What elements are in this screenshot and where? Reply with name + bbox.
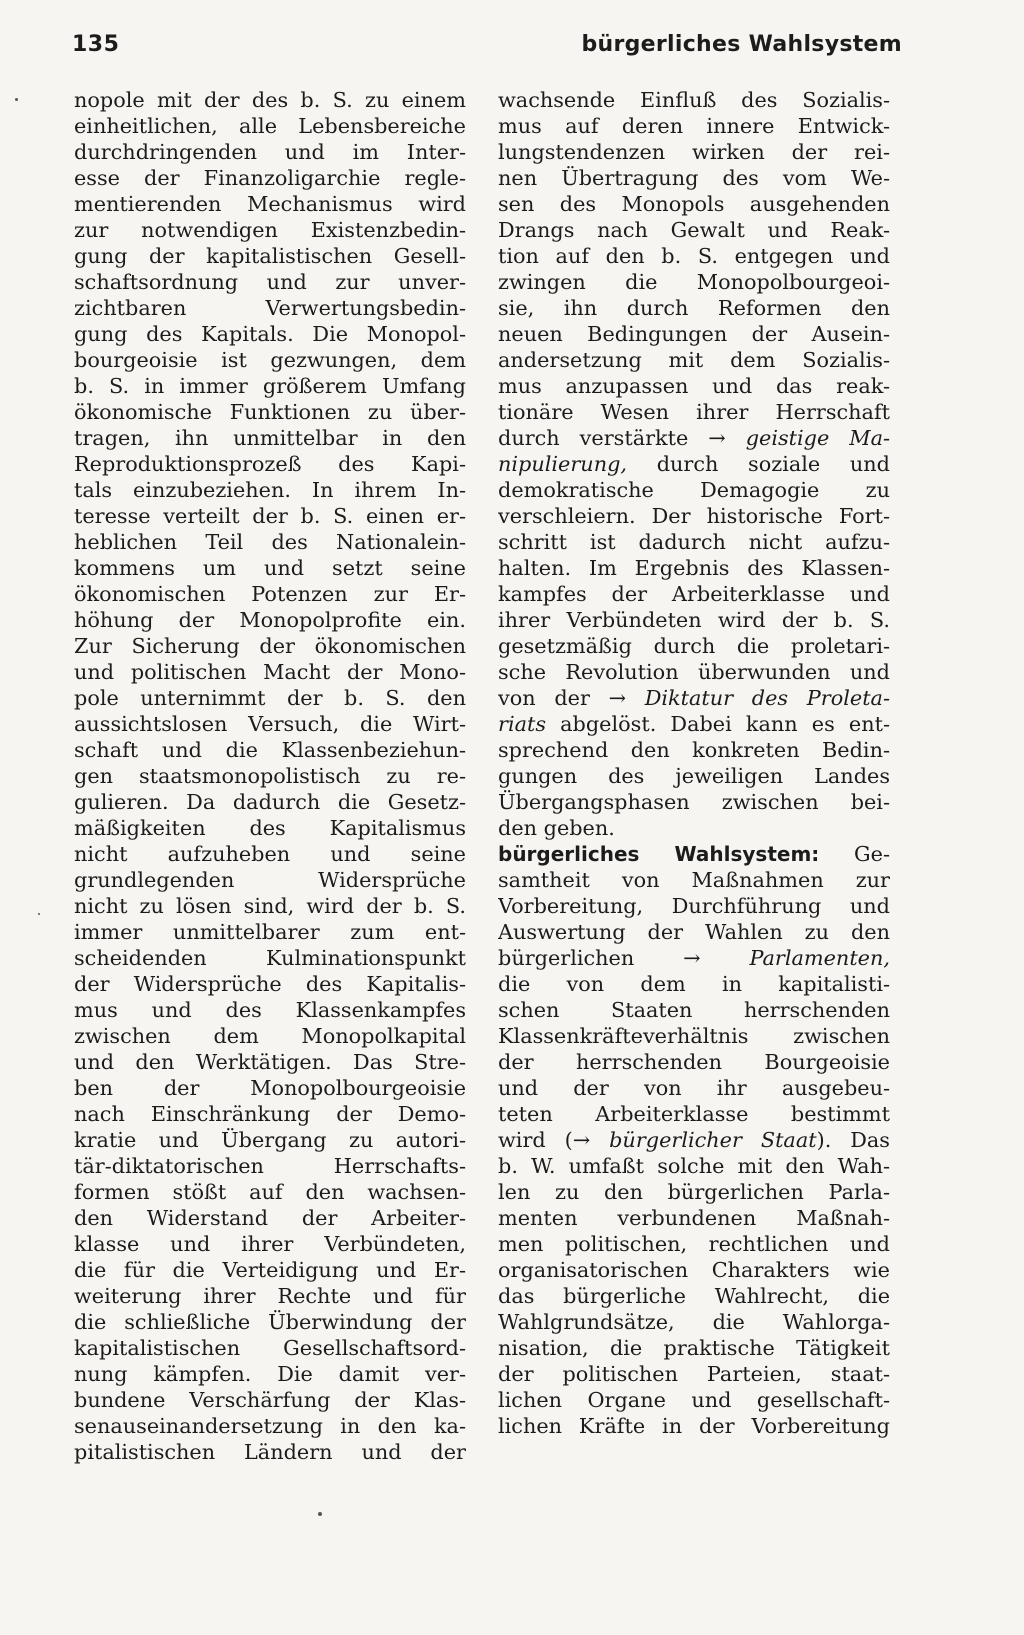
text-line: [74, 1387, 466, 1413]
text-line: [74, 867, 466, 893]
text-line: [74, 165, 466, 191]
text-run: zwingen die Monopolbourgeoi-: [498, 270, 890, 294]
text-run: durch verstärkte: [498, 426, 689, 450]
text-run: schen Staaten herrschenden: [498, 998, 890, 1022]
text-run: Auswertung der Wahlen zu den: [498, 920, 890, 944]
text-run: tär-diktatorischen Herrschafts-: [74, 1154, 466, 1178]
text-line: [74, 841, 466, 867]
text-line: [498, 217, 890, 243]
text-line: [498, 399, 890, 425]
text-run: immer unmittelbarer zum ent-: [74, 920, 466, 944]
text-run: teresse verteilt der b. S. einen er-: [74, 504, 466, 528]
text-run: gung des Kapitals. Die Monopol-: [74, 322, 466, 346]
text-run: menten verbundenen Maßnah-: [498, 1206, 890, 1230]
text-line: [74, 373, 466, 399]
text-run: gulieren. Da dadurch die Gesetz-: [74, 790, 466, 814]
text-line: [498, 1387, 890, 1413]
text-run: organisatorischen Charakters wie: [498, 1258, 890, 1282]
text-run: schaftsordnung und zur unver-: [74, 270, 466, 294]
text-run: lichen Organe und gesellschaft-: [498, 1388, 890, 1412]
left-column: [74, 87, 466, 1465]
text-run: heblichen Teil des Nationalein-: [74, 530, 466, 554]
text-line: [74, 87, 466, 113]
text-line: [498, 1179, 890, 1205]
text-line: [498, 1309, 890, 1335]
text-run: kampfes der Arbeiterklasse und: [498, 582, 890, 606]
text-line: [74, 815, 466, 841]
text-run: halten. Im Ergebnis des Klassen-: [498, 556, 890, 580]
text-line: [74, 1179, 466, 1205]
text-run: den geben.: [498, 816, 615, 840]
text-run: b. S. in immer größerem Umfang: [74, 374, 466, 398]
text-run: klasse und ihrer Verbündeten,: [74, 1232, 466, 1256]
text-line: [498, 451, 890, 477]
text-line: [74, 1023, 466, 1049]
text-line: [74, 1205, 466, 1231]
text-run: ihrer Verbündeten wird der b. S.: [498, 608, 890, 632]
running-head: bürgerliches Wahlsystem: [581, 32, 902, 57]
text-line: [74, 1335, 466, 1361]
text-run: aussichtslosen Versuch, die Wirt-: [74, 712, 466, 736]
text-line: [74, 789, 466, 815]
text-run: Klassenkräfteverhältnis zwischen: [498, 1024, 890, 1048]
scan-speck: [38, 913, 40, 915]
text-run: gen staatsmonopolistisch zu re-: [74, 764, 466, 788]
text-run: tragen, ihn unmittelbar in den: [74, 426, 466, 450]
text-run: Wahlgrundsätze, die Wahlorga-: [498, 1310, 890, 1334]
text-line: [74, 581, 466, 607]
text-run: die schließliche Überwindung der: [74, 1310, 466, 1334]
text-run: gung der kapitalistischen Gesell-: [74, 244, 466, 268]
text-line: [74, 113, 466, 139]
text-line: [498, 737, 890, 763]
text-line: [498, 711, 890, 737]
text-run: den Widerstand der Arbeiter-: [74, 1206, 466, 1230]
text-run: formen stößt auf den wachsen-: [74, 1180, 466, 1204]
text-line: [498, 373, 890, 399]
text-line: [74, 529, 466, 555]
text-run: schritt ist dadurch nicht aufzu-: [498, 530, 890, 554]
text-line: [498, 1413, 890, 1439]
text-run: mus und des Klassenkampfes: [74, 998, 466, 1022]
text-run: ben der Monopolbourgeoisie: [74, 1076, 466, 1100]
text-run: nicht aufzuheben und seine: [74, 842, 466, 866]
text-line: [498, 607, 890, 633]
text-run: demokratische Demagogie zu: [498, 478, 890, 502]
text-run: die für die Verteidigung und Er-: [74, 1258, 466, 1282]
text-line: [498, 893, 890, 919]
text-run: sche Revolution überwunden und: [498, 660, 890, 684]
text-line: [498, 295, 890, 321]
text-line: [74, 1283, 466, 1309]
text-line: [498, 1101, 890, 1127]
text-line: [498, 867, 890, 893]
text-run: bürgerlichen: [498, 946, 635, 970]
text-run: lungstendenzen wirken der rei-: [498, 140, 890, 164]
scan-speck: [318, 1512, 322, 1516]
text-run: nen Übertragung des vom We-: [498, 166, 890, 190]
cross-reference-diktatur-des-proletariats[interactable]: Diktatur des Proleta-: [644, 686, 890, 710]
text-run: bundene Verschärfung der Klas-: [74, 1388, 466, 1412]
text-line: [498, 633, 890, 659]
text-run: men politischen, rechtlichen und: [498, 1232, 890, 1256]
text-line: [74, 919, 466, 945]
text-line: [498, 685, 890, 711]
text-line: [498, 763, 890, 789]
text-run: Übergangsphasen zwischen bei-: [498, 790, 890, 814]
text-line: [74, 1439, 466, 1465]
text-run: lichen Kräfte in der Vorbereitung: [498, 1414, 890, 1438]
text-line: [498, 425, 890, 451]
text-line: [74, 503, 466, 529]
text-run: neuen Bedingungen der Ausein-: [498, 322, 890, 346]
text-line: [74, 555, 466, 581]
scan-speck: [15, 98, 18, 101]
text-line: [74, 347, 466, 373]
text-run: Reproduktionsprozeß des Kapi-: [74, 452, 466, 476]
text-line: [74, 191, 466, 217]
text-run: tionäre Wesen ihrer Herrschaft: [498, 400, 890, 424]
text-line: [498, 113, 890, 139]
text-line: [74, 1231, 466, 1257]
text-line: [74, 633, 466, 659]
cross-reference-geistige-manipulierung[interactable]: nipulierung,: [498, 452, 628, 476]
text-line: [74, 1049, 466, 1075]
cross-reference-diktatur-des-proletariats[interactable]: riats: [498, 712, 547, 736]
text-line: [498, 789, 890, 815]
text-line: [498, 971, 890, 997]
text-run: pole unternimmt der b. S. den: [74, 686, 466, 710]
text-line: [74, 269, 466, 295]
text-line: [498, 1127, 890, 1153]
text-line: [74, 425, 466, 451]
text-run: nung kämpfen. Die damit ver-: [74, 1362, 466, 1386]
text-run: b. W. umfaßt solche mit den Wah-: [498, 1154, 890, 1178]
text-line: [498, 139, 890, 165]
text-line: [498, 1153, 890, 1179]
text-run: senauseinandersetzung in den ka-: [74, 1414, 466, 1438]
text-run: von der: [498, 686, 590, 710]
text-line: [498, 919, 890, 945]
text-line: [498, 997, 890, 1023]
text-run: sen des Monopols ausgehenden: [498, 192, 890, 216]
text-run: kapitalistischen Gesellschaftsord-: [74, 1336, 466, 1360]
text-line: [498, 87, 890, 113]
text-line: [74, 1361, 466, 1387]
text-line: [498, 659, 890, 685]
text-run: teten Arbeiterklasse bestimmt: [498, 1102, 890, 1126]
text-run: nach Einschränkung der Demo-: [74, 1102, 466, 1126]
text-line: [498, 1075, 890, 1101]
text-run: der Widersprüche des Kapitalis-: [74, 972, 466, 996]
entry-headword: bürgerliches Wahlsystem:: [498, 842, 820, 866]
text-line: [498, 321, 890, 347]
text-line: [74, 685, 466, 711]
text-line: [74, 321, 466, 347]
cross-reference-geistige-manipulierung[interactable]: geistige Ma-: [745, 426, 890, 450]
text-line: [74, 1153, 466, 1179]
text-run: abgelöst. Dabei kann es ent-: [560, 712, 890, 736]
text-line: [74, 399, 466, 425]
text-run: durchdringenden und im Inter-: [74, 140, 466, 164]
dictionary-entry-wahlsystem: [498, 841, 890, 1439]
text-run: len zu den bürgerlichen Parla-: [498, 1180, 890, 1204]
text-run: nicht zu lösen sind, wird der b. S.: [74, 894, 466, 918]
text-run: mäßigkeiten des Kapitalismus: [74, 816, 466, 840]
text-run: höhung der Monopolprofite ein.: [74, 608, 466, 632]
text-run: esse der Finanzoligarchie regle-: [74, 166, 466, 190]
text-line: [498, 269, 890, 295]
text-line: [74, 659, 466, 685]
text-run: pitalistischen Ländern und der: [74, 1440, 466, 1464]
text-line: [498, 347, 890, 373]
text-run: Drangs nach Gewalt und Reak-: [498, 218, 890, 242]
text-line: [74, 139, 466, 165]
text-run: zur notwendigen Existenzbedin-: [74, 218, 466, 242]
text-line: [74, 971, 466, 997]
text-line: [498, 529, 890, 555]
text-line: [74, 945, 466, 971]
text-line: [74, 451, 466, 477]
text-run: verschleiern. Der historische Fort-: [498, 504, 890, 528]
text-line: [74, 243, 466, 269]
text-run: tals einzubeziehen. In ihrem In-: [74, 478, 466, 502]
text-run: kratie und Übergang zu autori-: [74, 1128, 466, 1152]
text-run: bourgeoisie ist gezwungen, dem: [74, 348, 466, 372]
text-line: [498, 1361, 890, 1387]
text-line: [498, 581, 890, 607]
text-run: mentierenden Mechanismus wird: [74, 192, 466, 216]
text-run: mus auf deren innere Entwick-: [498, 114, 890, 138]
text-line: [74, 1101, 466, 1127]
cross-reference-arrow-icon: →: [572, 1128, 591, 1152]
text-line: [498, 945, 890, 971]
text-run: samtheit von Maßnahmen zur: [498, 868, 890, 892]
text-line: [74, 1413, 466, 1439]
text-run: Ge-: [854, 842, 890, 866]
text-run: das bürgerliche Wahlrecht, die: [498, 1284, 890, 1308]
text-run: gesetzmäßig durch die proletari-: [498, 634, 890, 658]
text-line: [498, 1049, 890, 1075]
text-line: [498, 1231, 890, 1257]
text-run: der herrschenden Bourgeoisie: [498, 1050, 890, 1074]
text-line: [74, 607, 466, 633]
text-run: zwischen dem Monopolkapital: [74, 1024, 466, 1048]
text-run: schaft und die Klassenbeziehun-: [74, 738, 466, 762]
cross-reference-arrow-icon: →: [683, 946, 701, 970]
text-run: gungen des jeweiligen Landes: [498, 764, 890, 788]
text-line: [498, 1335, 890, 1361]
text-run: kommens um und setzt seine: [74, 556, 466, 580]
text-line: [74, 1075, 466, 1101]
text-line: [74, 893, 466, 919]
text-run: der politischen Parteien, staat-: [498, 1362, 890, 1386]
entry-first-line: [498, 841, 890, 867]
text-run: Vorbereitung, Durchführung und: [498, 894, 890, 918]
text-run: wird (: [498, 1128, 573, 1152]
text-line: [498, 503, 890, 529]
text-run: ökonomische Funktionen zu über-: [74, 400, 466, 424]
text-run: Zur Sicherung der ökonomischen: [74, 634, 466, 658]
text-line: [498, 165, 890, 191]
page-number: 135: [72, 32, 120, 57]
cross-reference-parlamenten[interactable]: Parlamenten,: [749, 946, 890, 970]
text-line: [498, 1205, 890, 1231]
right-column: [498, 87, 890, 1439]
text-run: nisation, die praktische Tätigkeit: [498, 1336, 890, 1360]
text-run: sprechend den konkreten Bedin-: [498, 738, 890, 762]
text-line: [74, 1127, 466, 1153]
text-run: und den Werktätigen. Das Stre-: [74, 1050, 466, 1074]
text-run: nopole mit der des b. S. zu einem: [74, 88, 466, 112]
text-line: [498, 477, 890, 503]
text-line: [74, 737, 466, 763]
text-run: wachsende Einfluß des Sozialis-: [498, 88, 890, 112]
text-line: [498, 1283, 890, 1309]
text-line: [74, 217, 466, 243]
right-column-continuation: [498, 87, 890, 840]
text-line: [74, 997, 466, 1023]
text-run: einheitlichen, alle Lebensbereiche: [74, 114, 466, 138]
text-line: [74, 1309, 466, 1335]
text-run: die von dem in kapitalisti-: [498, 972, 890, 996]
text-run: durch soziale und: [656, 452, 890, 476]
text-run: weiterung ihrer Rechte und für: [74, 1284, 466, 1308]
text-line: [74, 763, 466, 789]
text-line: [74, 477, 466, 503]
text-run: grundlegenden Widersprüche: [74, 868, 466, 892]
text-run: scheidenden Kulminationspunkt: [74, 946, 466, 970]
text-line: [74, 1257, 466, 1283]
text-line: [498, 1023, 890, 1049]
cross-reference-arrow-icon: →: [708, 426, 726, 450]
text-run: ). Das: [816, 1128, 890, 1152]
text-run: tion auf den b. S. entgegen und: [498, 244, 890, 268]
text-line: [498, 191, 890, 217]
text-line: [74, 711, 466, 737]
text-line: [498, 555, 890, 581]
text-run: andersetzung mit dem Sozialis-: [498, 348, 890, 372]
text-run: ökonomischen Potenzen zur Er-: [74, 582, 466, 606]
text-run: sie, ihn durch Reformen den: [498, 296, 890, 320]
text-line: [498, 243, 890, 269]
text-run: und der von ihr ausgebeu-: [498, 1076, 890, 1100]
text-line: [498, 1257, 890, 1283]
cross-reference-buergerlicher-staat[interactable]: bürgerlicher Staat: [609, 1128, 817, 1152]
text-line: [74, 295, 466, 321]
text-run: mus anzupassen und das reak-: [498, 374, 890, 398]
text-run: zichtbaren Verwertungsbedin-: [74, 296, 466, 320]
cross-reference-arrow-icon: →: [608, 686, 627, 710]
text-run: und politischen Macht der Mono-: [74, 660, 466, 684]
